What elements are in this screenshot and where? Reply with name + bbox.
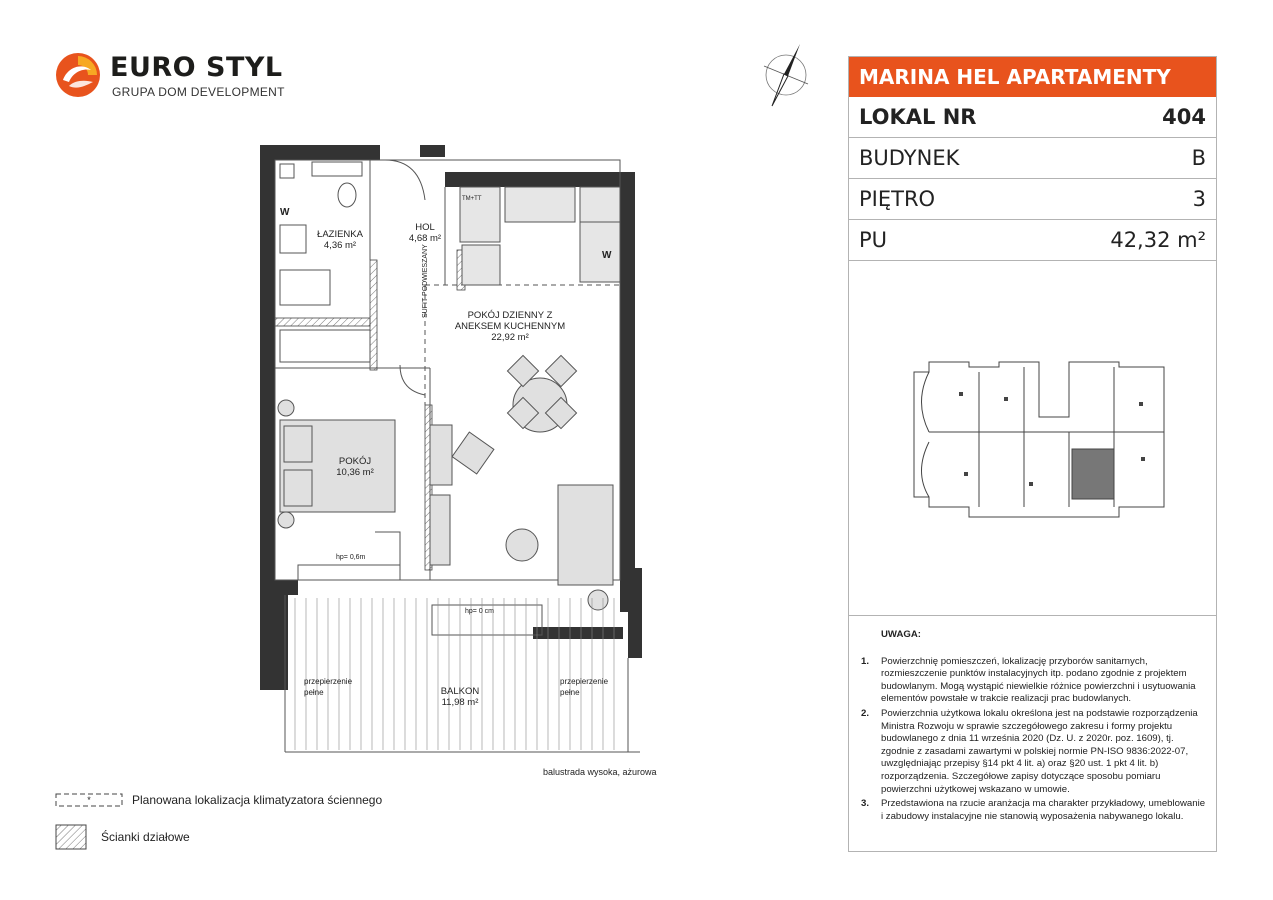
note-item bbox=[861, 798, 1206, 823]
suspended-ceiling-label: SUFIT PODWIESZANY bbox=[422, 244, 429, 318]
room-area: 10,36 m² bbox=[336, 467, 374, 478]
hall-name: HOL bbox=[415, 222, 435, 233]
floor-label: PIĘTRO bbox=[859, 187, 936, 211]
partition-walls-legend-text: Ścianki działowe bbox=[101, 830, 190, 844]
room-label bbox=[315, 456, 395, 478]
usable-area-label: PU bbox=[859, 228, 888, 252]
ac-mark: * bbox=[87, 795, 91, 805]
unit-number-value: 404 bbox=[1162, 105, 1206, 129]
partition-left-line-1: przepierzenie bbox=[304, 677, 353, 686]
living-room-name-2: ANEKSEM KUCHENNYM bbox=[454, 321, 566, 332]
railing-label: balustrada wysoka, ażurowa bbox=[543, 767, 657, 777]
living-room-label bbox=[440, 310, 580, 343]
bathroom-name: ŁAZIENKA bbox=[317, 229, 363, 240]
balcony-area: 11,98 m² bbox=[441, 697, 479, 708]
notes-section bbox=[861, 629, 1206, 825]
tm-tt-label: TM+TT bbox=[462, 196, 482, 202]
living-room-name-1: POKÓJ DZIENNY Z bbox=[467, 310, 553, 321]
project-title: MARINA HEL APARTAMENTY bbox=[849, 57, 1216, 97]
bathroom-label bbox=[300, 229, 380, 251]
hall-label bbox=[395, 222, 455, 244]
balcony-label bbox=[420, 686, 500, 708]
notes-heading: UWAGA: bbox=[881, 629, 921, 640]
unit-number-label: LOKAL NR bbox=[859, 105, 977, 129]
building-label: BUDYNEK bbox=[859, 146, 960, 170]
window-height-label: hp= 0,6m bbox=[336, 554, 366, 561]
brand-subtitle: GRUPA DOM DEVELOPMENT bbox=[112, 85, 285, 99]
kitchen-w-mark: W bbox=[602, 250, 612, 261]
partition-left-label bbox=[304, 676, 364, 698]
building-key-plan bbox=[909, 357, 1169, 522]
bathroom-w-mark: W bbox=[280, 207, 290, 218]
room-name: POKÓJ bbox=[338, 456, 372, 467]
balcony-name: BALKON bbox=[440, 686, 480, 697]
partition-right-label bbox=[560, 676, 620, 698]
unit-number-row bbox=[849, 97, 1216, 138]
building-row bbox=[849, 138, 1216, 179]
door-height-label: hp= 0 cm bbox=[465, 608, 494, 615]
partition-right-line-1: przepierzenie bbox=[560, 677, 609, 686]
ac-location-legend-icon bbox=[55, 793, 123, 807]
unit-highlight bbox=[1072, 449, 1114, 499]
usable-area-row bbox=[849, 220, 1216, 261]
usable-area-value: 42,32 m² bbox=[1110, 228, 1206, 252]
note-text: Przedstawiona na rzucie aranżacja ma charakter przykładowy, umeblowanie i zabudowy instalacyjne nie stanowią wyposażenia nabywanego lokalu. bbox=[881, 798, 1206, 822]
floor-row bbox=[849, 179, 1216, 220]
floor-value: 3 bbox=[1192, 187, 1206, 211]
note-text: Powierzchnia użytkowa lokalu określona jest na podstawie rozporządzenia Ministra Rozwoju w sprawie szczegółowego zakresu i formy projektu budowlanego z dnia 11 września 2020 (Dz. U. z 2020r. poz. 1609), tj. zgodnie z zasadami zawartymi w polskiej normie PN-ISO 9836:2022-07, uwzględniając przepisy §14 pkt 4 lit. a) oraz §20 ust. 1 pkt 4 lit. b) rozporządzenia. Szczegółowe zapisy dotyczące sposobu pomiaru powierzchni użytkowej wskazano w umowie. bbox=[881, 707, 1198, 795]
brand-name: EURO STYL bbox=[110, 52, 283, 83]
note-number: 3. bbox=[861, 798, 870, 810]
note-text: Powierzchnię pomieszczeń, lokalizację przyborów sanitarnych, rozmieszczenie punktów instalacyjnych itp. podano zgodnie z projektem budowlanym. Mogą wystąpić niewielkie różnice powierzchni i usytuowania elementów powstałe w trakcie realizacji prac budowlanych. bbox=[881, 655, 1196, 705]
note-number: 2. bbox=[861, 707, 870, 719]
partition-right-line-2: pełne bbox=[560, 688, 580, 697]
note-item bbox=[861, 708, 1206, 796]
note-item bbox=[861, 656, 1206, 706]
partition-left-line-2: pełne bbox=[304, 688, 324, 697]
hall-area: 4,68 m² bbox=[408, 233, 442, 244]
notes-divider bbox=[849, 615, 1216, 616]
living-room-area: 22,92 m² bbox=[491, 332, 529, 343]
partition-walls-legend-icon bbox=[55, 824, 87, 850]
bathroom-area: 4,36 m² bbox=[323, 240, 357, 251]
north-arrow-icon bbox=[758, 40, 818, 110]
ac-location-legend-text: Planowana lokalizacja klimatyzatora ściennego bbox=[132, 793, 383, 807]
brand-logo-icon bbox=[55, 52, 101, 98]
note-number: 1. bbox=[861, 655, 870, 667]
apartment-info-panel bbox=[848, 56, 1217, 852]
building-value: B bbox=[1191, 146, 1206, 170]
